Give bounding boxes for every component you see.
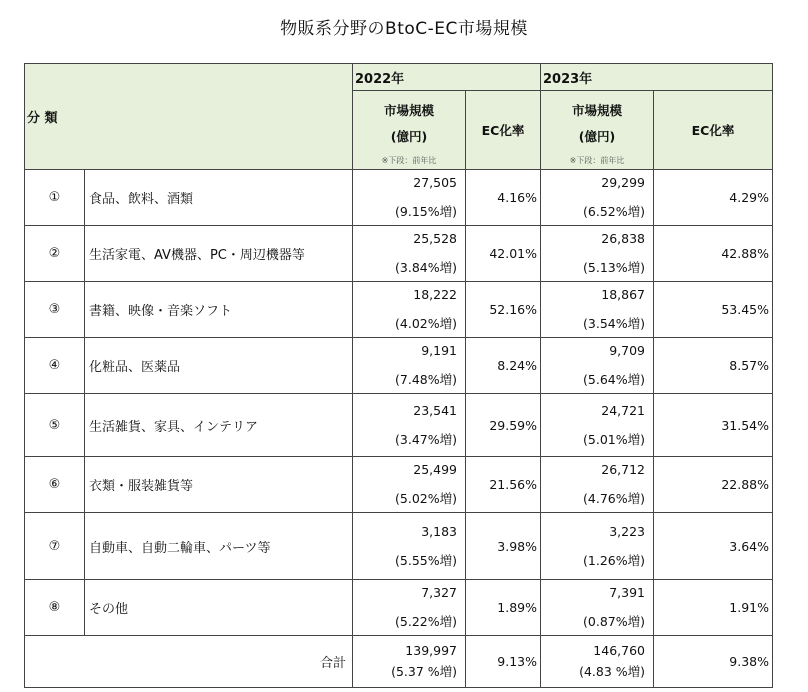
unit-label: (億円) [578, 128, 616, 144]
ec-rate-2023 [654, 338, 773, 394]
market-size-2023 [541, 580, 654, 636]
market-size-2023 [541, 513, 654, 580]
table-row [25, 282, 773, 338]
value: 23,541 [413, 402, 457, 418]
category-name [85, 226, 353, 282]
value: 26,838 [601, 231, 645, 246]
value: 3,183 [421, 523, 457, 539]
category-label: 化粧品、医薬品 [89, 360, 181, 375]
yoy-change: (9.15%増) [395, 204, 457, 219]
ec-rate-2022 [466, 580, 541, 636]
category-name [85, 394, 353, 457]
table-row [25, 457, 773, 513]
ec-rate-2023 [654, 170, 773, 226]
ec-rate-2022 [466, 170, 541, 226]
category-name [85, 580, 353, 636]
yoy-change: (5.64%増) [583, 372, 645, 387]
value: 25,499 [413, 462, 457, 477]
row-number-label: ⑧ [48, 600, 61, 615]
category-label: 自動車、自動二輪車、パーツ等 [89, 540, 271, 556]
total-label [25, 636, 353, 688]
ec-rate-2023 [654, 226, 773, 282]
yoy-change: (6.52%増) [583, 204, 645, 219]
rate-value: 21.56% [489, 477, 537, 492]
market-size-2023 [541, 170, 654, 226]
rate-value: 4.16% [497, 190, 537, 205]
category-header: 分 類 [25, 64, 353, 170]
yoy-change: (4.83 %増) [579, 664, 645, 679]
market-size-table [24, 63, 773, 688]
row-number [25, 394, 85, 457]
market-size-2022 [353, 394, 466, 457]
category-name [85, 513, 353, 580]
rate-value: 8.24% [497, 358, 537, 373]
yoy-change: (3.54%増) [583, 316, 645, 331]
category-name [85, 338, 353, 394]
ec-rate-2022 [466, 226, 541, 282]
yoy-change: (5.13%増) [583, 260, 645, 275]
market-size-2023 [541, 226, 654, 282]
value: 7,327 [421, 585, 457, 600]
value: 9,191 [421, 343, 457, 358]
ec-rate-2023 [654, 394, 773, 457]
yoy-change: (0.87%増) [583, 614, 645, 629]
category-label: 衣類・服装雑貨等 [89, 479, 194, 494]
value: 9,709 [609, 343, 645, 358]
table-row [25, 226, 773, 282]
category-label: 食品、飲料、酒類 [89, 192, 194, 207]
market-size-2022 [353, 580, 466, 636]
ec-rate-header-2023: EC化率 [654, 91, 773, 170]
category-label: 生活家電、AV機器、PC・周辺機器等 [89, 248, 305, 263]
category-label: 生活雑貨、家具、インテリア [89, 419, 259, 435]
rate-value: 42.88% [721, 246, 769, 261]
market-size-2022 [353, 513, 466, 580]
total-text: 合計 [319, 656, 346, 671]
rate-value: 22.88% [721, 477, 769, 492]
rate-value: 4.29% [729, 190, 769, 205]
market-size-label: 市場規模 [571, 102, 622, 118]
yoy-change: (4.76%増) [583, 491, 645, 506]
year-2022-header: 2022年 [353, 64, 541, 91]
value: 27,505 [413, 175, 457, 190]
market-size-2022 [353, 457, 466, 513]
yoy-change: (5.02%増) [395, 491, 457, 506]
row-number-label: ② [48, 246, 61, 261]
value: 18,867 [601, 287, 645, 302]
market-size-label: 市場規模 [383, 102, 434, 118]
rate-value: 3.98% [497, 538, 537, 554]
ec-rate-2022 [466, 394, 541, 457]
value: 26,712 [601, 462, 645, 477]
category-label: 書籍、映像・音楽ソフト [89, 304, 233, 319]
rate-value: 52.16% [489, 302, 537, 317]
row-number [25, 226, 85, 282]
yoy-change: (1.26%増) [583, 552, 645, 568]
row-number-label: ① [48, 190, 61, 205]
rate-value: 42.01% [489, 246, 537, 261]
total-ec-rate-2022 [466, 636, 541, 688]
category-name [85, 457, 353, 513]
ec-rate-2022 [466, 282, 541, 338]
year-2023-header: 2023年 [541, 64, 773, 91]
yoy-change: (4.02%増) [395, 316, 457, 331]
value: 29,299 [601, 175, 645, 190]
rate-value: 53.45% [721, 302, 769, 317]
row-number [25, 580, 85, 636]
row-number-label: ⑦ [48, 538, 61, 554]
market-size-2022 [353, 338, 466, 394]
yoy-change: (3.47%増) [395, 431, 457, 447]
value: 3,223 [609, 523, 645, 539]
row-number [25, 513, 85, 580]
market-size-2023 [541, 282, 654, 338]
value: 7,391 [609, 585, 645, 600]
table-row [25, 394, 773, 457]
ec-rate-2022 [466, 457, 541, 513]
row-number-label: ⑤ [48, 417, 61, 433]
yoy-change: (5.37 %増) [391, 664, 457, 679]
market-size-2023 [541, 338, 654, 394]
ec-rate-2023 [654, 457, 773, 513]
total-market-size-2023 [541, 636, 654, 688]
yoy-change: (5.01%増) [583, 431, 645, 447]
rate-value: 8.57% [729, 358, 769, 373]
market-size-header-2023 [541, 91, 654, 170]
table-row [25, 338, 773, 394]
market-size-2023 [541, 394, 654, 457]
row-number [25, 282, 85, 338]
total-market-size-2022 [353, 636, 466, 688]
yoy-change: (3.84%増) [395, 260, 457, 275]
ec-rate-2022 [466, 338, 541, 394]
market-size-2022 [353, 170, 466, 226]
ec-rate-2023 [654, 580, 773, 636]
value: 24,721 [601, 402, 645, 418]
note-label: ※下段：前年比 [381, 155, 437, 165]
row-number [25, 338, 85, 394]
yoy-change: (5.22%増) [395, 614, 457, 629]
category-label: その他 [89, 602, 129, 617]
unit-label: (億円) [390, 128, 428, 144]
yoy-change: (7.48%増) [395, 372, 457, 387]
ec-rate-header-2022: EC化率 [466, 91, 541, 170]
table-row [25, 580, 773, 636]
page-title: 物販系分野のBtoC-EC市場規模 [280, 19, 528, 39]
value: 146,760 [593, 643, 645, 658]
value: 18,222 [413, 287, 457, 302]
market-size-2022 [353, 282, 466, 338]
row-number [25, 170, 85, 226]
table-row [25, 513, 773, 580]
total-ec-rate-2023 [654, 636, 773, 688]
row-number-label: ④ [48, 358, 61, 373]
row-number-label: ③ [48, 302, 61, 317]
row-number [25, 457, 85, 513]
rate-value: 29.59% [489, 417, 537, 433]
market-size-2022 [353, 226, 466, 282]
rate-value: 1.89% [497, 600, 537, 615]
rate-value: 9.13% [497, 654, 537, 669]
market-size-header-2022 [353, 91, 466, 170]
rate-value: 31.54% [721, 417, 769, 433]
note-label: ※下段：前年比 [569, 155, 625, 165]
value: 139,997 [405, 643, 457, 658]
category-name [85, 282, 353, 338]
ec-rate-2023 [654, 282, 773, 338]
rate-value: 9.38% [729, 654, 769, 669]
market-size-2023 [541, 457, 654, 513]
rate-value: 3.64% [729, 538, 769, 554]
table-row [25, 170, 773, 226]
ec-rate-2023 [654, 513, 773, 580]
rate-value: 1.91% [729, 600, 769, 615]
ec-rate-2022 [466, 513, 541, 580]
yoy-change: (5.55%増) [395, 552, 457, 568]
category-name [85, 170, 353, 226]
row-number-label: ⑥ [48, 477, 61, 492]
value: 25,528 [413, 231, 457, 246]
total-row [25, 636, 773, 688]
